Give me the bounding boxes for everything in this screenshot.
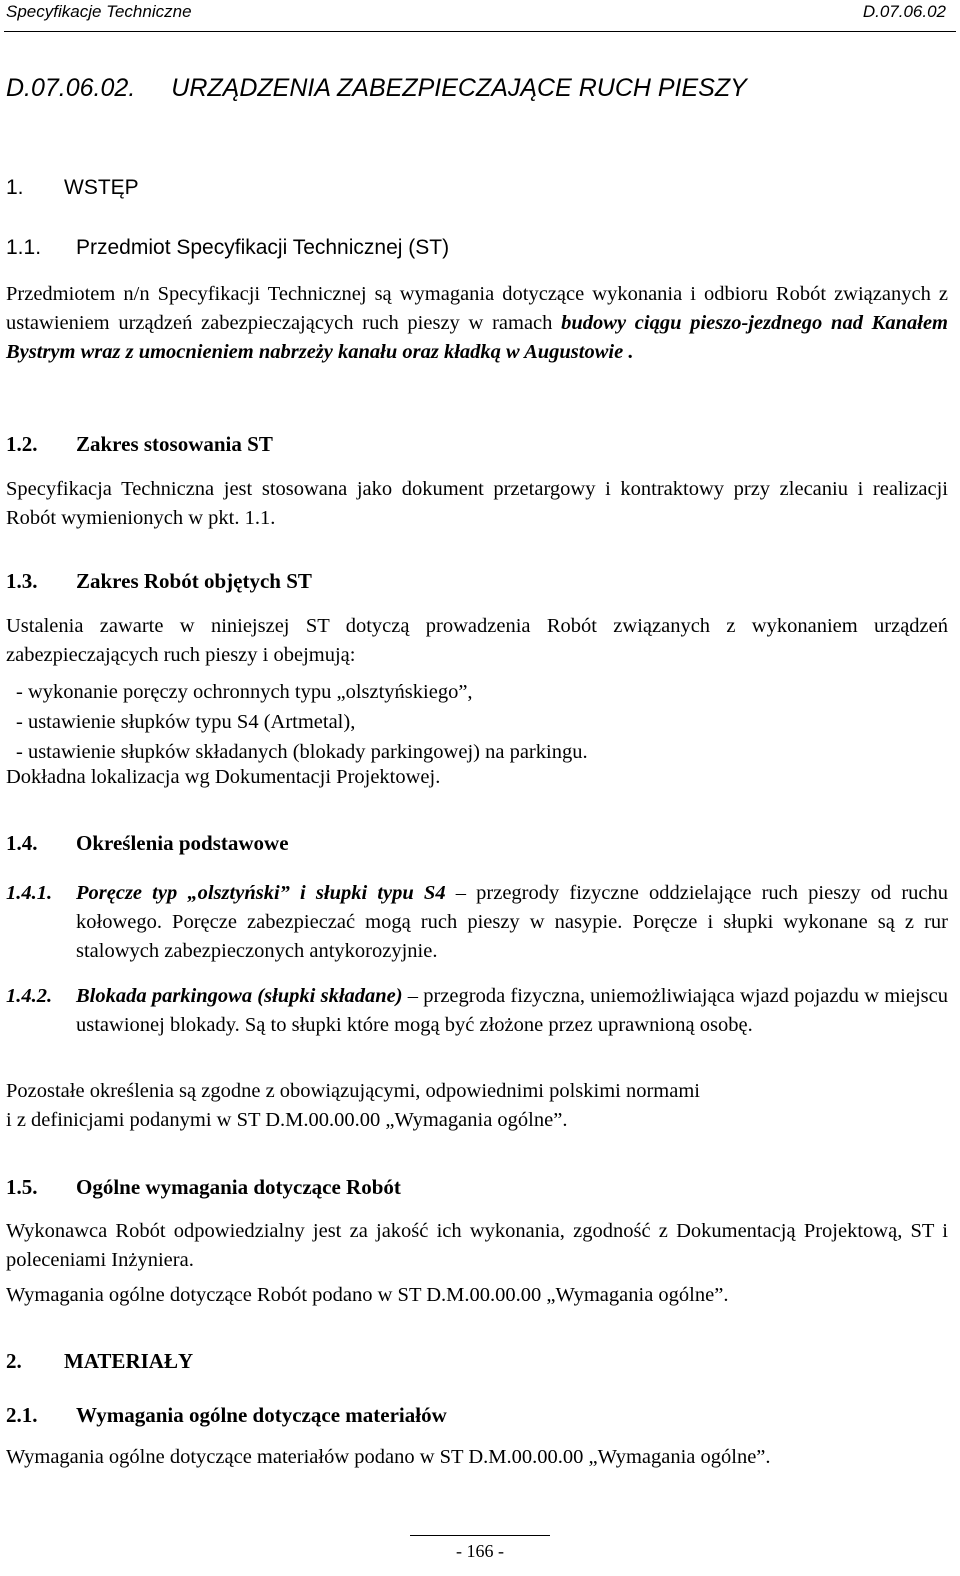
definition-term: Poręcze typ „olsztyński” i słupki typu S4	[76, 882, 446, 904]
subsection-heading-1-3	[6, 569, 312, 594]
document-title	[6, 74, 747, 103]
paragraph-1-4-line-1: Pozostałe określenia są zgodne z obowiązującymi, odpowiednimi polskimi normami	[6, 1080, 700, 1102]
definition-body	[76, 982, 948, 1040]
paragraph-end: .	[628, 341, 634, 363]
project-name: budowy ciągu pieszo-jezdnego nad Kanałem Bystrym wraz z umocnieniem nabrzeży kanału oraz kładką w Augustowie	[6, 312, 948, 363]
subsection-number: 1.4.	[6, 831, 38, 855]
subsection-number: 1.3.	[6, 569, 38, 593]
paragraph-1-5-a: Wykonawca Robót odpowiedzialny jest za jakość ich wykonania, zgodność z Dokumentacją Projektową, ST i poleceniami Inżyniera.	[6, 1220, 948, 1271]
location-note: Dokładna lokalizacja wg Dokumentacji Projektowej.	[6, 766, 441, 788]
subsection-title: Przedmiot Specyfikacji Technicznej (ST)	[76, 236, 450, 259]
definition-number: 1.4.2.	[6, 985, 53, 1007]
definition-term: Blokada parkingowa (słupki składane)	[76, 985, 403, 1007]
paragraph-1-4-line-2: i z definicjami podanymi w ST D.M.00.00.00 „Wymagania ogólne”.	[6, 1109, 568, 1131]
subsection-heading-1-4	[6, 831, 289, 856]
section-number: 1.	[6, 176, 24, 199]
scope-list	[16, 677, 588, 767]
document-title-text: URZĄDZENIA ZABEZPIECZAJĄCE RUCH PIESZY	[171, 74, 747, 102]
paragraph-1-3: Ustalenia zawarte w niniejszej ST dotyczą prowadzenia Robót związanych z wykonaniem urządzeń zabezpieczających ruch pieszy i obejmują:	[6, 615, 948, 666]
subsection-title: Zakres stosowania ST	[76, 432, 273, 456]
subsection-title: Określenia podstawowe	[76, 831, 289, 855]
section-heading-1	[6, 176, 139, 200]
paragraph-1-5-b: Wymagania ogólne dotyczące Robót podano w ST D.M.00.00.00 „Wymagania ogólne”.	[6, 1284, 729, 1306]
paragraph-1-1	[6, 280, 948, 367]
definition-text: – przegrody fizyczne oddzielające ruch pieszy od ruchu kołowego. Poręcze zabezpieczać mogą ruch pieszy w nasypie. Poręcze i słupki wykonane są z rur stalowych zabezpieczonych antykorozyjnie.	[76, 882, 949, 962]
section-number: 2.	[6, 1349, 22, 1373]
paragraph-1-2: Specyfikacja Techniczna jest stosowana jako dokument przetargowy i kontraktowy przy zlecaniu i realizacji Robót wymienionych w pkt. 1.1.	[6, 478, 948, 529]
subsection-number: 1.1.	[6, 236, 42, 259]
subsection-heading-1-1	[6, 236, 449, 260]
subsection-title: Ogólne wymagania dotyczące Robót	[76, 1175, 401, 1199]
definition-1-4-2	[6, 982, 948, 1040]
list-item: - wykonanie poręczy ochronnych typu „olsztyńskiego”,	[16, 681, 473, 703]
list-item: - ustawienie słupków typu S4 (Artmetal),	[16, 711, 356, 733]
subsection-number: 1.2.	[6, 432, 38, 456]
subsection-heading-2-1	[6, 1403, 447, 1428]
subsection-number: 2.1.	[6, 1403, 38, 1427]
section-heading-2	[6, 1349, 193, 1374]
section-title: MATERIAŁY	[64, 1349, 194, 1373]
section-title: WSTĘP	[64, 176, 139, 199]
header-divider	[4, 31, 956, 32]
subsection-heading-1-5	[6, 1175, 401, 1200]
list-item: - ustawienie słupków składanych (blokady parkingowej) na parkingu.	[16, 741, 588, 763]
running-header-title: Specyfikacje Techniczne	[6, 2, 192, 21]
paragraph-2-1: Wymagania ogólne dotyczące materiałów podano w ST D.M.00.00.00 „Wymagania ogólne”.	[6, 1446, 771, 1468]
document-code: D.07.06.02.	[6, 74, 136, 102]
definition-number: 1.4.1.	[6, 882, 53, 904]
paragraph-text: Przedmiotem n/n Specyfikacji Technicznej są wymagania dotyczące wykonania i odbioru Robót związanych z ustawieniem urządzeń zabezpieczających ruch pieszy w ramach	[6, 283, 948, 334]
footer-divider	[410, 1535, 550, 1536]
definition-body	[76, 879, 948, 966]
page-number: - 166 -	[456, 1541, 504, 1561]
running-header-code: D.07.06.02	[862, 2, 946, 21]
definition-1-4-1	[6, 879, 948, 966]
subsection-heading-1-2	[6, 432, 273, 457]
definition-text: – przegroda fizyczna, uniemożliwiająca wjazd pojazdu w miejscu ustawionej blokady. Są to słupki które mogą być złożone przez uprawnioną osobę.	[76, 985, 948, 1036]
subsection-title: Zakres Robót objętych ST	[76, 569, 312, 593]
subsection-title: Wymagania ogólne dotyczące materiałów	[76, 1403, 447, 1427]
subsection-number: 1.5.	[6, 1175, 38, 1199]
